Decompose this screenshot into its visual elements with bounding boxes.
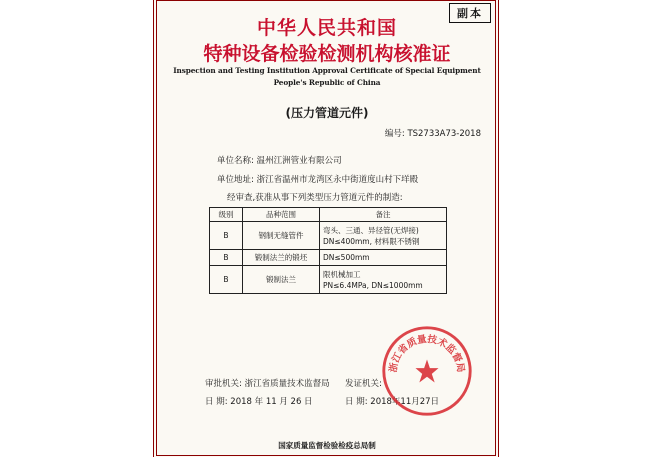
issue-date: 2018年11月27日 <box>370 397 440 407</box>
approver-row <box>205 377 330 389</box>
scope-table <box>209 207 447 294</box>
unit-name-row <box>217 154 342 166</box>
cell-level: B <box>210 266 243 294</box>
cell-range: 钢制无缝管件 <box>243 222 320 250</box>
official-seal <box>379 323 475 419</box>
approve-date-row <box>205 395 313 407</box>
table-row <box>210 222 447 250</box>
approval-text: 经审查,获准从事下列类型压力管道元件的制造: <box>227 193 403 203</box>
cell-range: 锻制法兰 <box>243 266 320 294</box>
issuer-label: 发证机关: <box>345 379 382 389</box>
cell-note: 弯头、三通、异径管(无焊接) DN≤400mm, 材料限不锈钢 <box>320 222 447 250</box>
unit-name-label: 单位名称: <box>217 156 254 166</box>
table-row <box>210 250 447 266</box>
table-header-row <box>210 208 447 222</box>
approver-label: 审批机关: <box>205 379 242 389</box>
cell-level: B <box>210 222 243 250</box>
table-row <box>210 266 447 294</box>
footer: 国家质量监督检验检疫总局制 <box>278 441 376 450</box>
issue-date-label: 日 期: <box>345 397 368 407</box>
header-level: 级别 <box>210 208 243 222</box>
cert-number: 编号: TS2733A73-2018 <box>384 129 481 139</box>
cell-level: B <box>210 250 243 266</box>
header-range: 品种范围 <box>243 208 320 222</box>
certificate <box>156 0 496 456</box>
cell-note: 限机械加工 PN≤6.4MPa, DN≤1000mm <box>320 266 447 294</box>
approve-date-label: 日 期: <box>205 397 228 407</box>
category: (压力管道元件) <box>285 106 369 120</box>
seal-text: 浙江省质量技术监督局 <box>388 333 466 374</box>
title-cn: 中华人民共和国 <box>256 17 397 39</box>
title-en-line-2: People's Republic of China <box>273 78 381 87</box>
cell-note: DN≤500mm <box>320 250 447 266</box>
title-en-line-1: Inspection and Testing Institution Approval Certificate of Special Equipment <box>173 66 481 75</box>
header-note: 备注 <box>320 208 447 222</box>
seal-star-icon <box>415 359 438 382</box>
cell-range: 锻制法兰的锻坯 <box>243 250 320 266</box>
unit-address-label: 单位地址: <box>217 175 254 185</box>
unit-address: 浙江省温州市龙湾区永中街道度山村下垟殿 <box>256 175 419 185</box>
title-en <box>157 65 497 89</box>
subtitle-cn: 特种设备检验检测机构核准证 <box>203 43 451 65</box>
unit-address-row <box>217 173 418 185</box>
approve-date: 2018 年 11 月 26 日 <box>230 397 313 407</box>
issuer-row <box>345 377 382 389</box>
unit-name: 温州江洲管业有限公司 <box>256 156 342 166</box>
approver: 浙江省质量技术监督局 <box>244 379 330 389</box>
copy-mark: 副本 <box>449 3 491 23</box>
